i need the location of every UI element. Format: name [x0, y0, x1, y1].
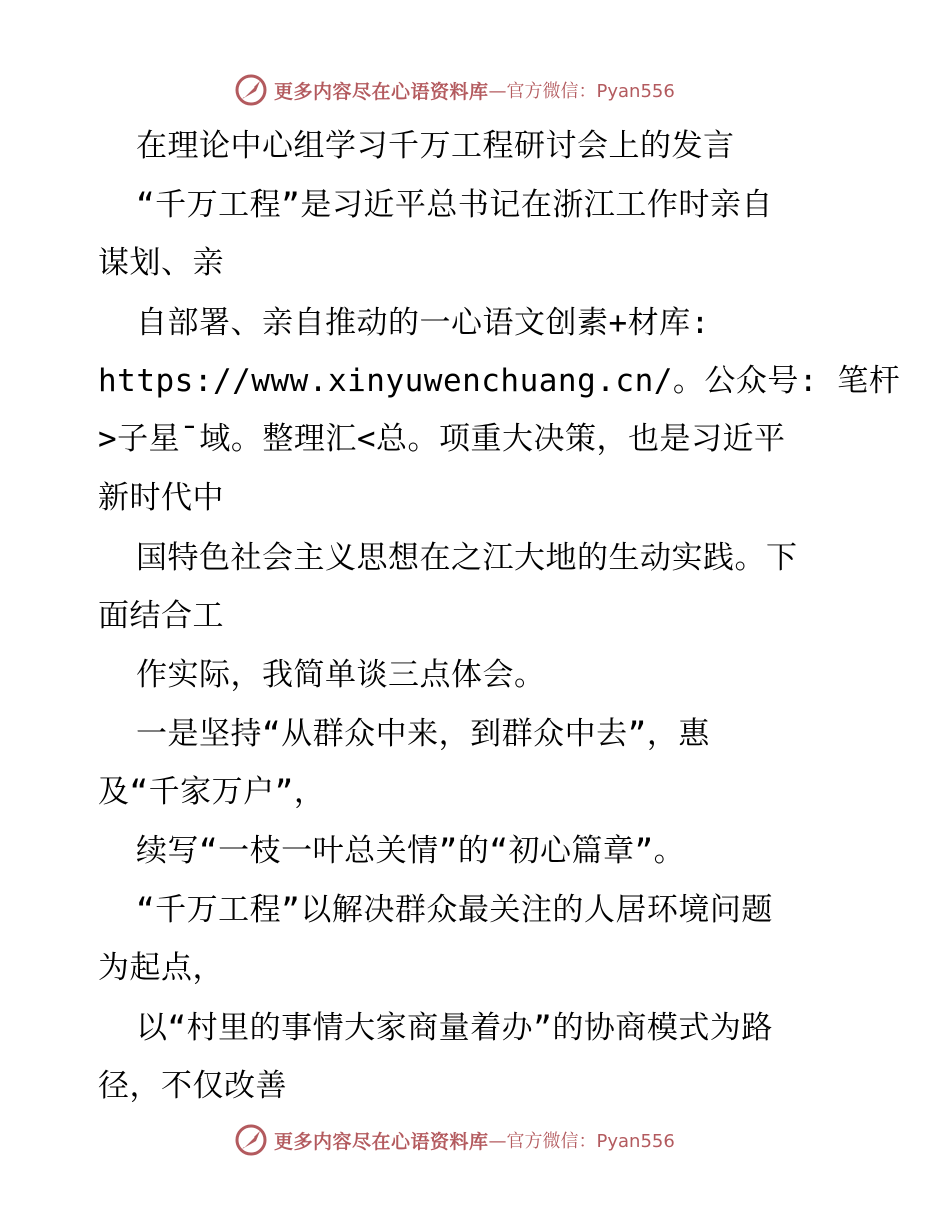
body-line: 及“千家万户”， [98, 774, 326, 810]
banner-title: 更多内容尽在心语资料库 [274, 80, 489, 103]
quill-pen-logo-icon [234, 73, 268, 107]
body-line: 谋划、亲 [98, 245, 224, 281]
body-line: 为起点， [98, 950, 224, 986]
header-banner [234, 72, 714, 108]
body-line: 面结合工 [98, 598, 224, 634]
body-line: 以“村里的事情大家商量着办”的协商模式为路 [136, 1010, 773, 1046]
banner-contact: —官方微信：Pyan556 [488, 81, 675, 102]
body-line: 作实际，我简单谈三点体会。 [136, 657, 546, 693]
body-line: “千万工程”是习近平总书记在浙江工作时亲自 [136, 187, 773, 223]
body-line: “千万工程”以解决群众最关注的人居环境问题 [136, 892, 773, 928]
body-line: https://www.xinyuwenchuang.cn/。公众号: 笔杆 [98, 363, 901, 399]
body-line: 续写“一枝一叶总关情”的“初心篇章”。 [136, 833, 686, 869]
body-line: >子星¯域。整理汇<总。项重大决策，也是习近平 [98, 421, 786, 457]
body-line: 一是坚持“从群众中来，到群众中去”，惠 [136, 716, 710, 752]
footer-banner [234, 1122, 714, 1158]
banner-title: 更多内容尽在心语资料库 [274, 1130, 489, 1153]
banner-contact: —官方微信：Pyan556 [488, 1131, 675, 1152]
body-line: 自部署、亲自推动的一心语文创素+材库: [136, 305, 710, 341]
quill-pen-logo-icon [234, 1123, 268, 1157]
body-line: 新时代中 [98, 480, 224, 516]
document-title: 在理论中心组学习千万工程研讨会上的发言 [136, 128, 735, 164]
body-line: 径，不仅改善 [98, 1068, 287, 1104]
body-line: 国特色社会主义思想在之江大地的生动实践。下 [136, 540, 798, 576]
